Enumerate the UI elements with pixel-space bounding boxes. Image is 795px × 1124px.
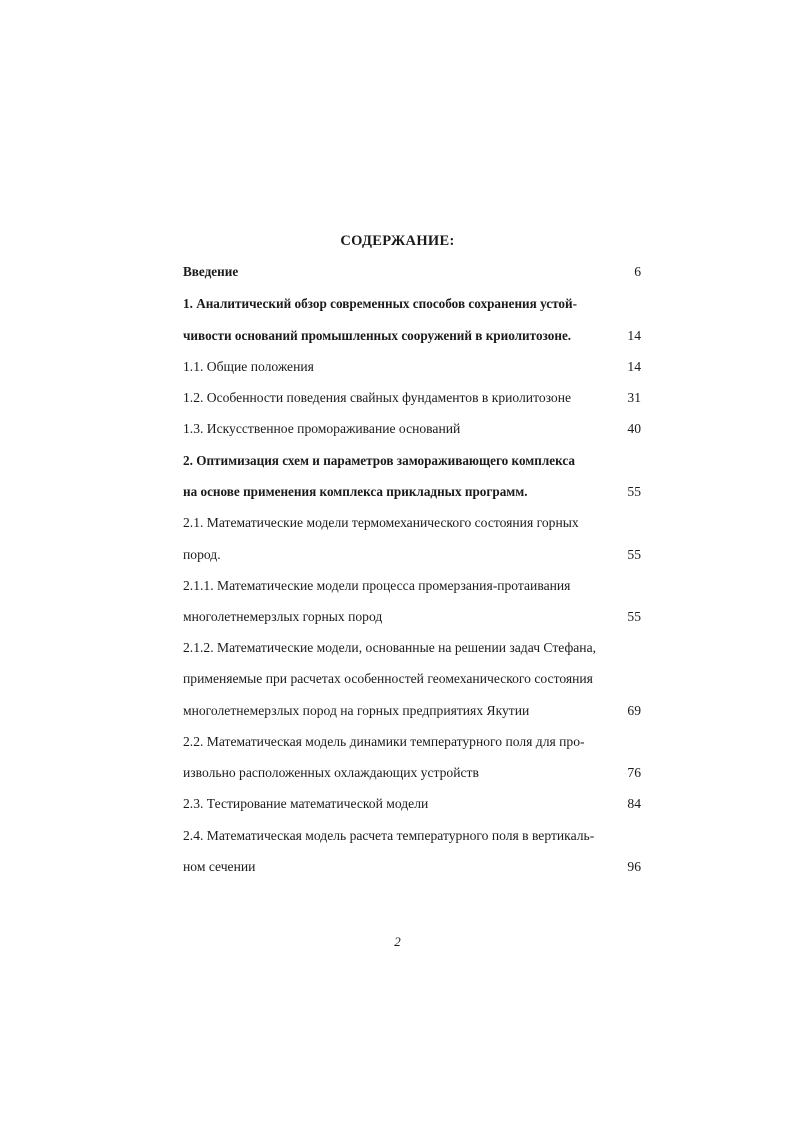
toc-entry-page: 6 bbox=[634, 264, 641, 279]
page-number: 2 bbox=[394, 934, 401, 949]
toc-entry-title: 2.1.2. Математические модели, основанные на решении задач Стефана, bbox=[183, 640, 597, 655]
toc-entry-title: чивости оснований промышленных сооружений в криолитозоне. bbox=[183, 328, 572, 343]
toc-entry-title: 1.1. Общие положения bbox=[183, 359, 314, 374]
toc-entry-page: 69 bbox=[627, 703, 641, 718]
toc-entry-page: 96 bbox=[627, 859, 641, 874]
toc-entry-title: извольно расположенных охлаждающих устройств bbox=[183, 765, 479, 780]
toc-entry-title: Введение bbox=[183, 264, 239, 279]
toc-entry-title: 2.1. Математические модели термомеханического состояния горных bbox=[183, 515, 579, 530]
toc-entry-title: 2.4. Математическая модель расчета температурного поля в вертикаль- bbox=[183, 828, 595, 843]
toc-entry-title: 2. Оптимизация схем и параметров замораживающего комплекса bbox=[183, 453, 575, 468]
toc-entry-title: 2.1.1. Математические модели процесса промерзания-протаивания bbox=[183, 578, 571, 593]
toc-entry-title: 2.3. Тестирование математической модели bbox=[183, 796, 429, 811]
toc-entry-title: многолетнемерзлых пород на горных предприятиях Якутии bbox=[183, 703, 530, 718]
toc-entry-page: 14 bbox=[627, 328, 641, 343]
toc-entry-title: 1. Аналитический обзор современных способов сохранения устой- bbox=[183, 296, 578, 311]
toc-entry-title: ном сечении bbox=[183, 859, 256, 874]
toc-entry-page: 55 bbox=[627, 609, 641, 624]
toc-title: СОДЕРЖАНИЕ: bbox=[340, 233, 455, 249]
toc-entry-title: 2.2. Математическая модель динамики температурного поля для про- bbox=[183, 734, 585, 749]
toc-entry-page: 55 bbox=[627, 547, 641, 562]
toc-entry-page: 84 bbox=[627, 796, 641, 811]
toc-entry-page: 76 bbox=[627, 765, 641, 780]
toc-entry-title: пород. bbox=[183, 547, 221, 562]
toc-entry-title: 1.2. Особенности поведения свайных фундаментов в криолитозоне bbox=[183, 390, 572, 405]
toc-entry-page: 14 bbox=[627, 359, 641, 374]
toc-entry-page: 55 bbox=[627, 484, 641, 499]
toc-entry-title: на основе применения комплекса прикладных программ. bbox=[183, 484, 528, 499]
toc-entry-title: 1.3. Искусственное промораживание оснований bbox=[183, 421, 461, 436]
toc-entry-page: 40 bbox=[627, 421, 641, 436]
toc-entry-page: 31 bbox=[627, 390, 641, 405]
toc-entry-title: применяемые при расчетах особенностей геомеханического состояния bbox=[183, 671, 593, 686]
toc-entry-title: многолетнемерзлых горных пород bbox=[183, 609, 383, 624]
